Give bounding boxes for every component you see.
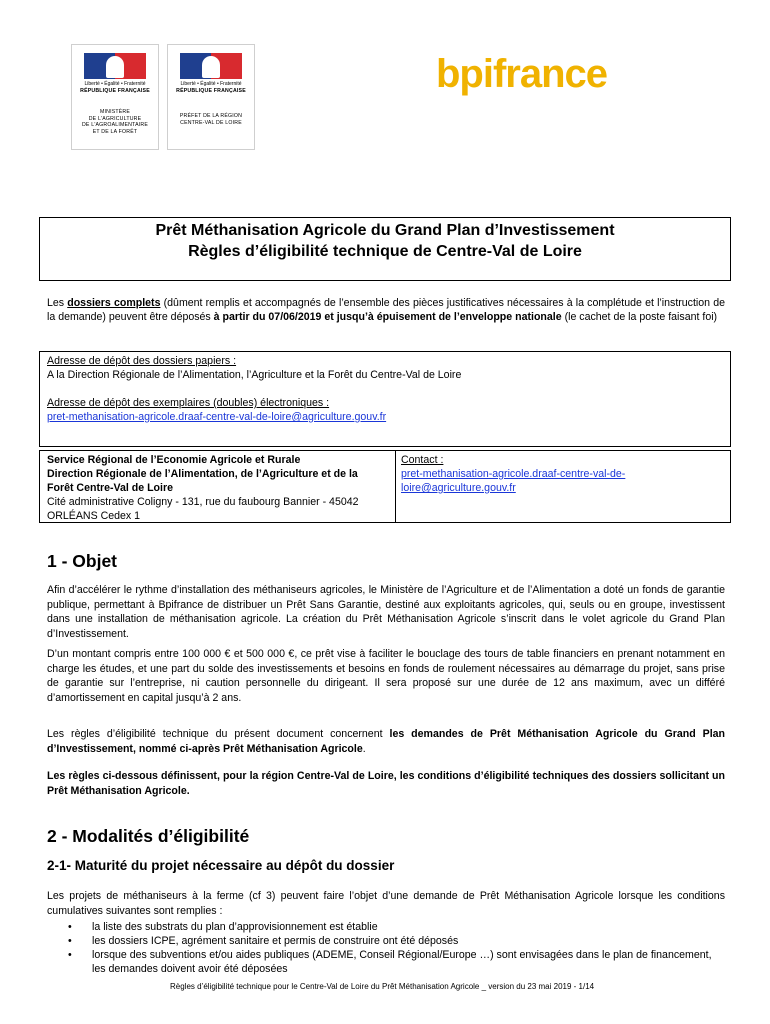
paper-address-label: Adresse de dépôt des dossiers papiers : <box>47 355 237 367</box>
logo-republic: RÉPUBLIQUE FRANÇAISE <box>80 88 150 94</box>
list-item: • les dossiers ICPE, agrément sanitaire et permis de construire ont été déposés <box>68 935 459 947</box>
logo-motto: Liberté • Égalité • Fraternité <box>180 81 242 87</box>
section-1-paragraph-2: D’un montant compris entre 100 000 € et 500 000 €, ce prêt vise à faciliter le bouclage des tours de table financiers en prenant notamment en charge les études, et une part du solde des investissements et besoins en fonds de roulement nécessaires au démarrage du projet, sans prise de garantie sur l’entreprise, ni caution personnelle du dirigeant. Il sera proposé sur une durée de 12 ans maximum, avec un différé d’amortissement en capital jusqu’à 2 ans. <box>47 648 725 704</box>
section-2-paragraph-1: Les projets de méthaniseurs à la ferme (cf 3) peuvent faire l’objet d’une demande de Prêt Méthanisation Agricole lorsque les conditions cumulatives suivantes sont remplies : <box>47 890 725 917</box>
email-address-label: Adresse de dépôt des exemplaires (doubles) électroniques : <box>47 397 330 409</box>
logo-motto: Liberté • Égalité • Fraternité <box>84 81 146 87</box>
document-title-box <box>39 217 731 281</box>
marianne-icon <box>180 53 242 79</box>
prefecture-logo <box>167 44 255 150</box>
logo-ministry-name: MINISTÈRE DE L'AGRICULTURE DE L'AGROALIMENTAIRE ET DE LA FORÊT <box>81 109 148 135</box>
logo-prefecture-name: PRÉFET DE LA RÉGION CENTRE-VAL DE LOIRE <box>179 113 243 126</box>
section-1-paragraph-3: Les règles d’éligibilité technique du présent document concernent les demandes de Prêt Méthanisation Agricole du Grand Plan d’Investissement, nommé ci-après Prêt Méthanisation Agricole. <box>47 728 725 755</box>
email-address-link[interactable]: pret-methanisation-agricole.draaf-centre-val-de-loire@agriculture.gouv.fr <box>47 411 387 423</box>
intro-paragraph: Les dossiers complets (dûment remplis et accompagnés de l’ensemble des pièces justificatives nécessaires à la complétude et l’instruction de la demande) peuvent être déposés à partir du 07/06/2019 et jusqu’à épuisement de l’enveloppe nationale (le cachet de la poste faisant foi) <box>47 297 725 323</box>
dossiers-complets: dossiers complets <box>67 297 161 309</box>
list-item: • lorsque des subventions et/ou aides publiques (ADEME, Conseil Régional/Europe …) sont envisagées dans le plan de financement, les demandes doivent avoir été déposées <box>68 949 712 975</box>
section-1-paragraph-1: Afin d’accélérer le rythme d’installation des méthaniseurs agricoles, le Ministère de l’Agriculture et de l’Alimentation a doté un fonds de garantie publique, permettant à Bpifrance de distribuer un Prêt Sans Garantie, destiné aux exploitants agricoles, qui, seuls ou en groupe, investissent dans une installation de méthanisation agricole. La création du Prêt Méthanisation Agricole s’inscrit dans le volet agricole du Grand Plan d’Investissement. <box>47 584 725 640</box>
section-2-1-heading: 2-1- Maturité du projet nécessaire au dépôt du dossier <box>47 858 395 873</box>
service-address: Service Régional de l’Economie Agricole et Rurale Direction Régionale de l’Alimentation, de l’Agriculture et de la Forêt Centre-Val de Loire Cité administrative Coligny - 131, rue du faubourg Bannier - 45042 ORLÉANS Cedex 1 <box>47 454 359 522</box>
contact-label: Contact : <box>401 454 444 466</box>
address-box <box>39 351 731 447</box>
page-footer: Règles d’éligibilité technique pour le Centre-Val de Loire du Prêt Méthanisation Agricole _ version du 23 mai 2019 - 1/14 <box>170 982 595 991</box>
contact-email-link[interactable]: pret-methanisation-agricole.draaf-centre-val-de-loire@agriculture.gouv.fr <box>401 468 626 494</box>
paper-address-value: A la Direction Régionale de l’Alimentation, l’Agriculture et la Forêt du Centre-Val de Loire <box>47 369 462 381</box>
section-2-heading: 2 - Modalités d’éligibilité <box>47 826 250 846</box>
conditions-list <box>64 920 726 976</box>
document-subtitle: Règles d’éligibilité technique de Centre-Val de Loire <box>188 243 582 260</box>
document-title: Prêt Méthanisation Agricole du Grand Plan d’Investissement <box>155 222 615 239</box>
section-1-paragraph-4: Les règles ci-dessous définissent, pour la région Centre-Val de Loire, les conditions d’éligibilité techniques des dossiers sollicitant un Prêt Méthanisation Agricole. <box>47 770 725 797</box>
marianne-icon <box>84 53 146 79</box>
contact-block <box>401 453 721 495</box>
section-1-heading: 1 - Objet <box>47 551 118 571</box>
service-box <box>39 450 731 523</box>
logo-republic: RÉPUBLIQUE FRANÇAISE <box>176 88 246 94</box>
ministry-agriculture-logo <box>71 44 159 150</box>
bpifrance-logo: bpifrance <box>436 52 608 96</box>
list-item: • la liste des substrats du plan d’approvisionnement est établie <box>68 921 378 933</box>
